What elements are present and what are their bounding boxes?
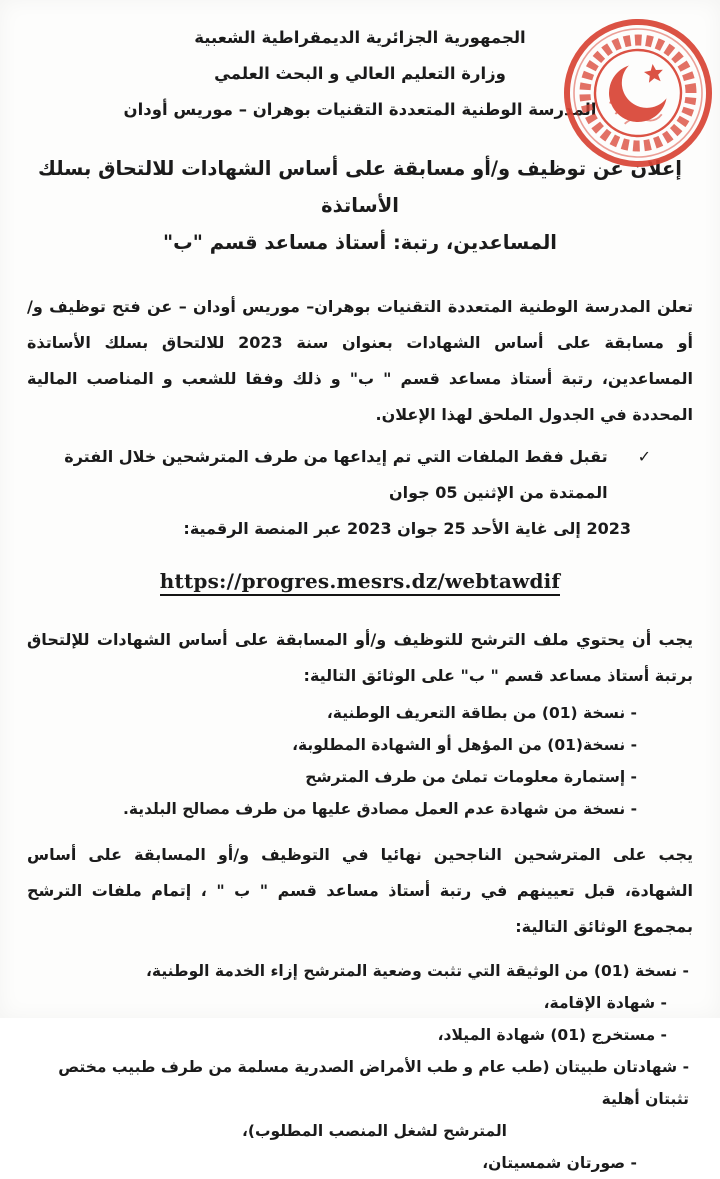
final-candidates-requirements-intro: يجب على المترشحين الناجحين نهائيا في التوظيف و/أو المسابقة على أساس الشهادة، قبل تعيينهم في رتبة أستاذ مساعد قسم " ب " ، إتمام ملفات الترشح بمجموع الوثائق التالية: [27,845,693,936]
platform-url: https://progres.mesrs.dz/webtawdif [160,569,560,596]
list-item: - نسخة (01) من بطاقة التعريف الوطنية، [326,704,637,722]
announcement-title [27,150,693,261]
list-item: - شهادتان طبيتان (طب عام و طب الأمراض الصدرية مسلمة من طرف طبيب مختص تثبتان أهلية [58,1058,689,1108]
republic-name-line: الجمهورية الجزائرية الديمقراطية الشعبية [194,28,526,47]
list-item-continuation: المترشح لشغل المنصب المطلوب)، [241,1122,507,1140]
notice-line-2: 2023 إلى غاية الأحد 25 جوان 2023 عبر المنصة الرقمية: [183,519,631,538]
required-documents-list [27,697,693,825]
school-name-line: المدرسة الوطنية المتعددة التقنيات بوهران – موريس أودان [123,100,597,119]
platform-url-container [27,569,693,596]
letterhead [27,20,693,128]
list-item: - إستمارة معلومات تملئ من طرف المترشح [305,768,637,786]
list-item: - مستخرج (01) شهادة الميلاد، [437,1026,667,1044]
checkmark-icon: ✓ [637,447,651,466]
final-documents-list [27,955,693,1179]
announcement-title-line-1: إعلان عن توظيف و/أو مسابقة على أساس الشهادات للالتحاق بسلك الأساتذة [38,157,682,217]
announcement-title-line-2: المساعدين، رتبة: أستاذ مساعد قسم "ب" [163,231,557,254]
list-item: - نسخة(01) من المؤهل أو الشهادة المطلوبة، [292,736,637,754]
list-item: - نسخة من شهادة عدم العمل مصادق عليها من طرف مصالح البلدية. [122,800,637,818]
list-item: - صورتان شمسيتان، [482,1154,637,1172]
application-file-requirements-intro: يجب أن يحتوي ملف الترشح للتوظيف و/أو المسابقة على أساس الشهادات للإلتحاق برتبة أستاذ مساعد قسم " ب" على الوثائق التالية: [27,630,693,685]
notice-line-1 [27,439,693,511]
list-item: - نسخة (01) من الوثيقة التي تثبت وضعية المترشح إزاء الخدمة الوطنية، [146,962,689,980]
submission-period-notice [27,439,693,547]
intro-paragraph: تعلن المدرسة الوطنية المتعددة التقنيات بوهران– موريس أودان – عن فتح توظيف و/أو مسابقة على أساس الشهادات بعنوان سنة 2023 للالتحاق بسلك الأساتذة المساعدين، رتبة أستاذ مساعد قسم " ب" و ذلك وفقا للشعب و المناصب المالية المحددة في الجدول الملحق لهذا الإعلان. [27,297,694,424]
list-item: - شهادة الإقامة، [543,994,667,1012]
ministry-name-line: وزارة التعليم العالي و البحث العلمي [214,64,506,83]
notice-line-1-text: تقبل فقط الملفات التي تم إيداعها من طرف المترشحين خلال الفترة الممتدة من الإثنين 05 جوان [64,447,608,502]
